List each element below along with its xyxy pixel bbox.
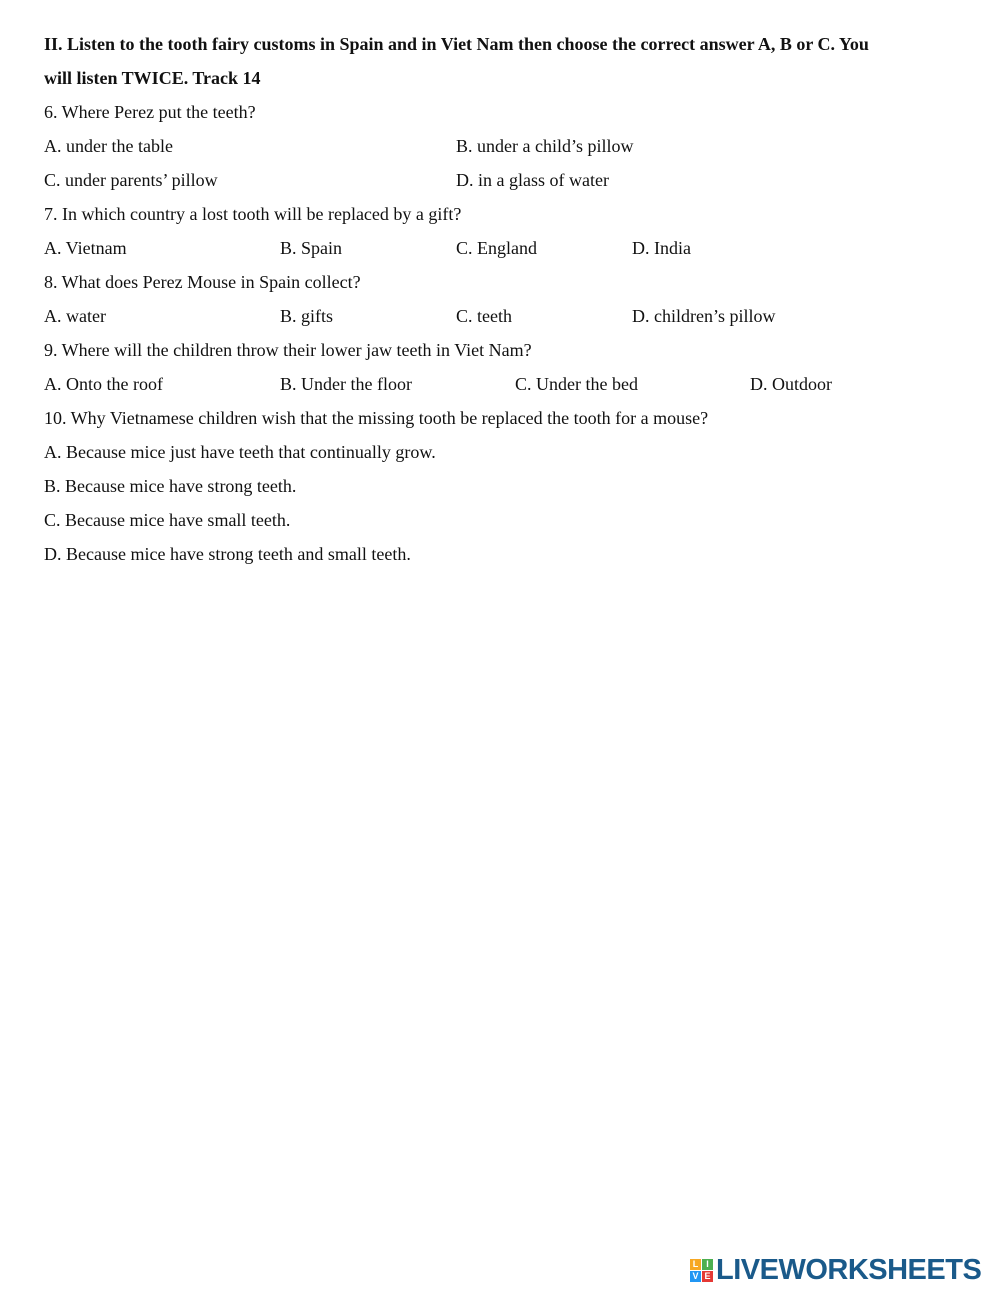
logo-mark-square: V (690, 1271, 701, 1282)
answer-option[interactable]: D. Because mice have strong teeth and small teeth. (44, 544, 411, 564)
question-text: 8. What does Perez Mouse in Spain collect? (44, 272, 361, 292)
answer-option[interactable]: A. Because mice just have teeth that continually grow. (44, 442, 436, 462)
answer-option[interactable]: A. under the table (44, 136, 173, 156)
answer-option[interactable]: D. children’s pillow (632, 306, 776, 326)
question-text: 9. Where will the children throw their lower jaw teeth in Viet Nam? (44, 340, 532, 360)
section-heading-line-1: II. Listen to the tooth fairy customs in Spain and in Viet Nam then choose the correct answer A, B or C. You (44, 34, 869, 54)
answer-options-row (44, 231, 964, 265)
question-text: 10. Why Vietnamese children wish that the missing tooth be replaced the tooth for a mouse? (44, 408, 709, 428)
liveworksheets-mark-icon (690, 1259, 713, 1282)
answer-options-row (44, 435, 964, 469)
liveworksheets-wordmark: LIVEWORKSHEETS (716, 1253, 982, 1286)
answer-options-row (44, 367, 964, 401)
section-heading-line-2: will listen TWICE. Track 14 (44, 67, 261, 88)
logo-mark-square: E (702, 1271, 713, 1282)
answer-options-row (44, 503, 964, 537)
worksheet-page (44, 28, 964, 571)
answer-option[interactable]: B. Spain (280, 238, 343, 258)
section-heading (44, 28, 964, 95)
answer-option[interactable]: D. in a glass of water (456, 170, 609, 190)
answer-options-row (44, 469, 964, 503)
answer-option[interactable]: A. Vietnam (44, 238, 127, 258)
answer-option[interactable]: C. under parents’ pillow (44, 170, 218, 190)
answer-option[interactable]: B. Under the floor (280, 374, 412, 394)
answer-option[interactable]: C. England (456, 238, 537, 258)
question-text: 6. Where Perez put the teeth? (44, 102, 256, 122)
answer-option[interactable]: A. Onto the roof (44, 374, 163, 394)
logo-mark-square: L (690, 1259, 701, 1270)
answer-option[interactable]: C. Because mice have small teeth. (44, 510, 291, 530)
answer-option[interactable]: C. Under the bed (515, 374, 638, 394)
logo-mark-square: I (702, 1259, 713, 1270)
answer-option[interactable]: B. Because mice have strong teeth. (44, 476, 297, 496)
answer-options-row (44, 129, 964, 163)
answer-option[interactable]: B. gifts (280, 306, 334, 326)
answer-option[interactable]: B. under a child’s pillow (456, 136, 634, 156)
answer-options-row (44, 537, 964, 571)
answer-options-row (44, 299, 964, 333)
question-list (44, 95, 964, 571)
answer-option[interactable]: D. Outdoor (750, 374, 832, 394)
answer-option[interactable]: C. teeth (456, 306, 512, 326)
question-text: 7. In which country a lost tooth will be replaced by a gift? (44, 204, 462, 224)
answer-options-row (44, 163, 964, 197)
answer-option[interactable]: D. India (632, 238, 691, 258)
liveworksheets-logo (690, 1252, 981, 1288)
answer-option[interactable]: A. water (44, 306, 106, 326)
